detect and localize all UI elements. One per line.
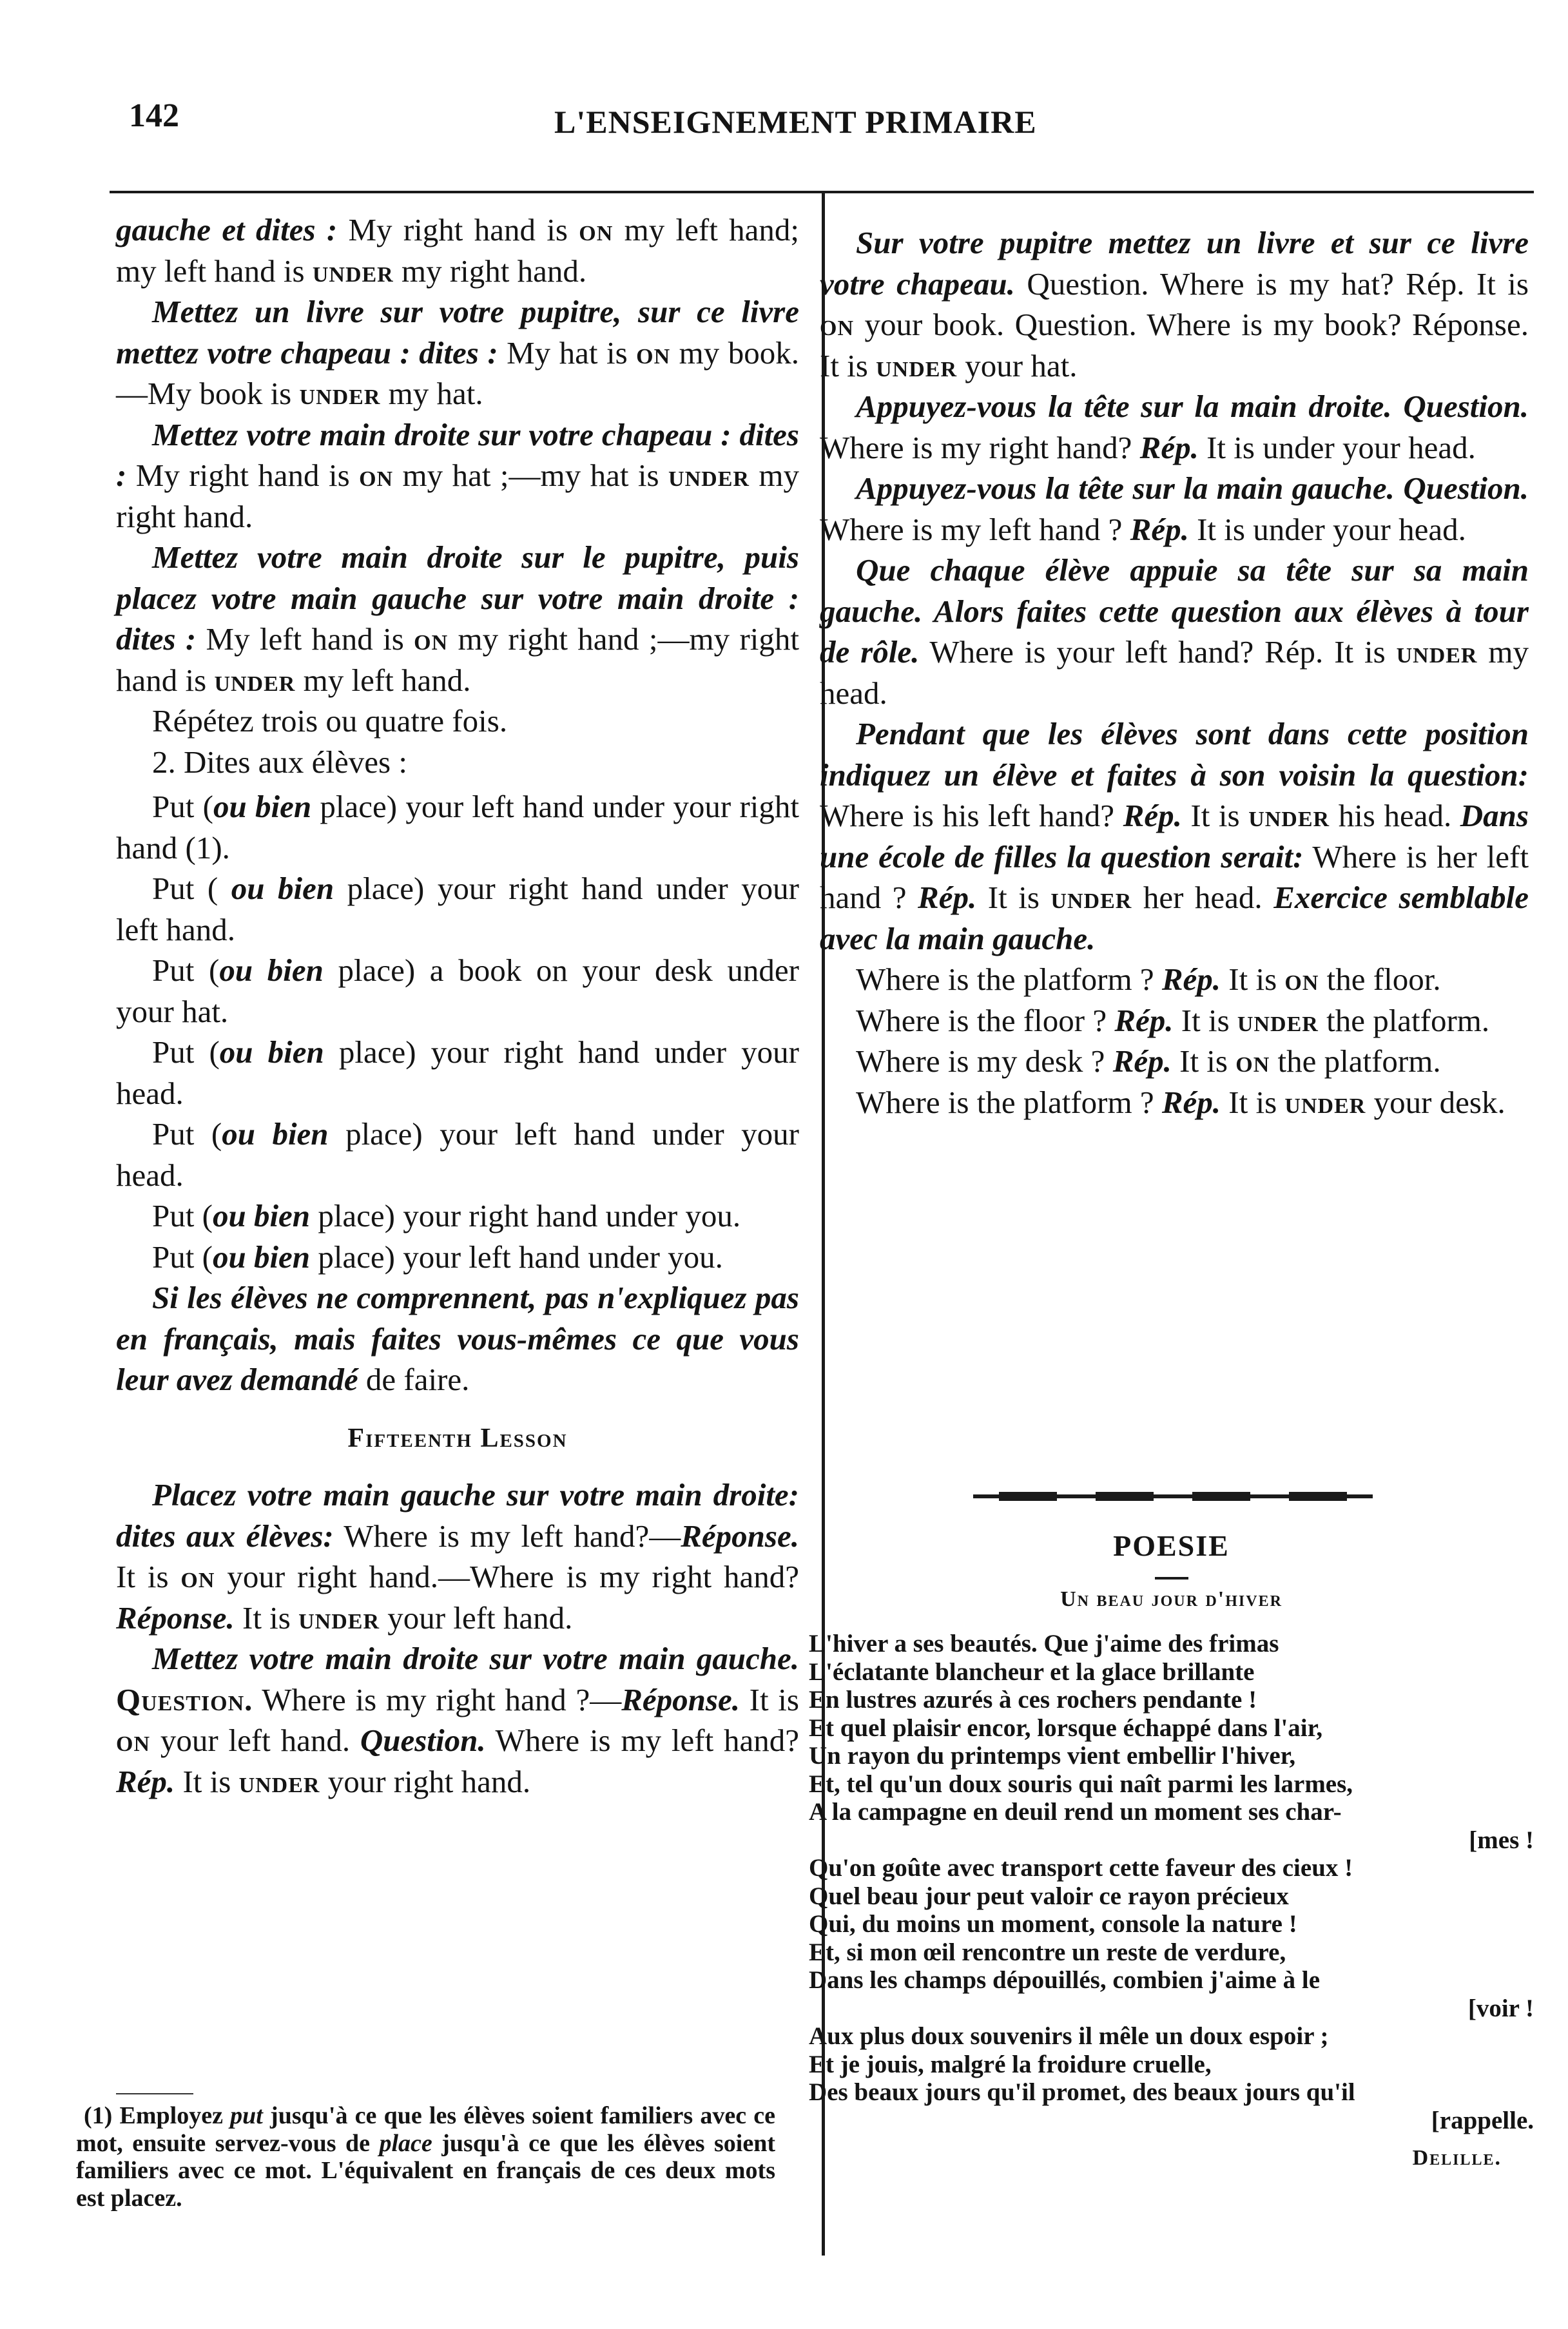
poem-line: Qu'on goûte avec transport cette faveur des cieux ! <box>809 1854 1353 1882</box>
ornamental-rule <box>973 1492 1373 1501</box>
paragraph: Appuyez-vous la tête sur la main droite. Question. Where is my right hand? Rép. It is under your head. <box>820 389 1529 465</box>
poem-line: Et quel plaisir encor, lorsque échappé dans l'air, <box>809 1714 1323 1742</box>
lesson-heading: Fifteenth Lesson <box>347 1423 568 1453</box>
poem-line: L'éclatante blancheur et la glace brillante <box>809 1657 1255 1686</box>
paragraph: Sur votre pupitre mettez un livre et sur ce livre votre chapeau. Question. Where is my hat? Rép. It is on your book. Question. Where is my book? Réponse. It is under your hat. <box>820 225 1529 383</box>
poem-line-carryover: [rappelle. <box>1431 2106 1534 2134</box>
poem-line: Aux plus doux souvenirs il mêle un doux espoir ; <box>809 2022 1329 2050</box>
paragraph: Appuyez-vous la tête sur la main gauche. Question. Where is my left hand ? Rép. It is under your head. <box>820 470 1529 547</box>
paragraph: Where is the platform ? Rép. It is on the floor. <box>856 962 1441 997</box>
footnote-rule <box>116 2093 193 2094</box>
poem-line: Et je jouis, malgré la froidure cruelle, <box>809 2050 1212 2078</box>
paragraph: gauche et dites : My right hand is on my left hand; my left hand is under my right hand. <box>116 212 799 289</box>
put-line: Put ( ou bien place) your right hand under your left hand. <box>116 871 800 947</box>
poem-line: L'hiver a ses beautés. Que j'aime des frimas <box>809 1630 1279 1657</box>
footnote: (1) Employez put jusqu'à ce que les élèves soient familiers avec ce mot, ensuite servez-vous de place jusqu'à ce que les élèves soient familiers avec ce mot. L'équivalent en français de ces deux mots est placez. <box>76 2102 776 2212</box>
left-column <box>116 209 799 1802</box>
paragraph: Mettez votre main droite sur votre chapeau : dites : My right hand is on my hat ;—my hat is under my right hand. <box>116 416 799 534</box>
poem-section <box>809 1521 1534 2170</box>
poem-line: Et, tel qu'un doux souris qui naît parmi les larmes, <box>809 1770 1353 1798</box>
put-line: Put (ou bien place) your left hand under your head. <box>116 1116 799 1193</box>
poem-author: Delille. <box>1412 2146 1502 2170</box>
paragraph: Where is the floor ? Rép. It is under the platform. <box>856 1002 1490 1038</box>
poem-line: Un rayon du printemps vient embellir l'hiver, <box>809 1742 1296 1770</box>
poem-line-carryover: [mes ! <box>1469 1826 1534 1854</box>
poem-line: Et, si mon œil rencontre un reste de verdure, <box>809 1938 1286 1966</box>
paragraph: Répétez trois ou quatre fois. <box>152 703 508 739</box>
paragraph: Placez votre main gauche sur votre main droite: dites aux élèves: Where is my left hand?—Réponse. It is on your right hand.—Where is my right hand? Réponse. It is under your left hand. <box>116 1477 799 1636</box>
poem-title: Un beau jour d'hiver <box>1060 1587 1282 1611</box>
put-line: Put (ou bien place) a book on your desk under your hat. <box>116 952 799 1029</box>
put-line: Put (ou bien place) your left hand under you. <box>152 1239 723 1275</box>
poem-body <box>809 1630 1534 2134</box>
put-line: Put (ou bien place) your left hand under your right hand (1). <box>116 789 799 865</box>
poem-line: En lustres azurés à ces rochers pendante ! <box>809 1686 1257 1714</box>
poem-line: Des beaux jours qu'il promet, des beaux jours qu'il <box>809 2078 1355 2106</box>
paragraph: Mettez votre main droite sur votre main gauche. Question. Where is my right hand ?—Réponse. It is on your left hand. Question. Where is my left hand? Rép. It is under your right hand. <box>116 1641 800 1799</box>
put-line: Put (ou bien place) your right hand under your head. <box>116 1034 799 1111</box>
paragraph: Que chaque élève appuie sa tête sur sa main gauche. Alors faites cette question aux élèves à tour de rôle. Where is your left hand? Rép. It is under my head. <box>820 552 1529 711</box>
poem-section-title: POESIE <box>1113 1529 1230 1562</box>
page-header <box>129 97 1534 168</box>
running-title: L'ENSEIGNEMENT PRIMAIRE <box>554 104 1037 140</box>
paragraph: 2. Dites aux élèves : <box>152 744 407 780</box>
paragraph: Where is my desk ? Rép. It is on the platform. <box>856 1043 1441 1079</box>
paragraph: Mettez un livre sur votre pupitre, sur ce livre mettez votre chapeau : dites : My hat is on my book.—My book is under my hat. <box>116 294 799 411</box>
poem-line-carryover: [voir ! <box>1467 1994 1534 2022</box>
put-line: Put (ou bien place) your right hand under you. <box>152 1198 741 1233</box>
right-column <box>820 222 1529 1123</box>
paragraph: Where is the platform ? Rép. It is under your desk. <box>856 1084 1505 1120</box>
page-number: 142 <box>129 97 179 134</box>
poem-line: A la campagne en deuil rend un moment ses char- <box>809 1798 1342 1826</box>
paragraph: Pendant que les élèves sont dans cette position indiquez un élève et faites à son voisin la question: Where is his left hand? Rép. It is under his head. Dans une école de filles la question serait: Where is her left hand ? Rép. It is under her head. Exercice semblable avec la main gauche. <box>820 716 1529 956</box>
paragraph: Mettez votre main droite sur le pupitre, puis placez votre main gauche sur votre main droite : dites : My left hand is on my right hand ;—my right hand is under my left hand. <box>116 539 799 698</box>
poem-line: Quel beau jour peut valoir ce rayon précieux <box>809 1882 1289 1910</box>
poem-line: Qui, du moins un moment, console la nature ! <box>809 1910 1297 1938</box>
title-dash <box>1155 1577 1188 1580</box>
paragraph: Si les élèves ne comprennent, pas n'expliquez pas en français, mais faites vous-mêmes ce que vous leur avez demandé de faire. <box>116 1280 799 1397</box>
poem-line: Dans les champs dépouillés, combien j'aime à le <box>809 1966 1321 1994</box>
